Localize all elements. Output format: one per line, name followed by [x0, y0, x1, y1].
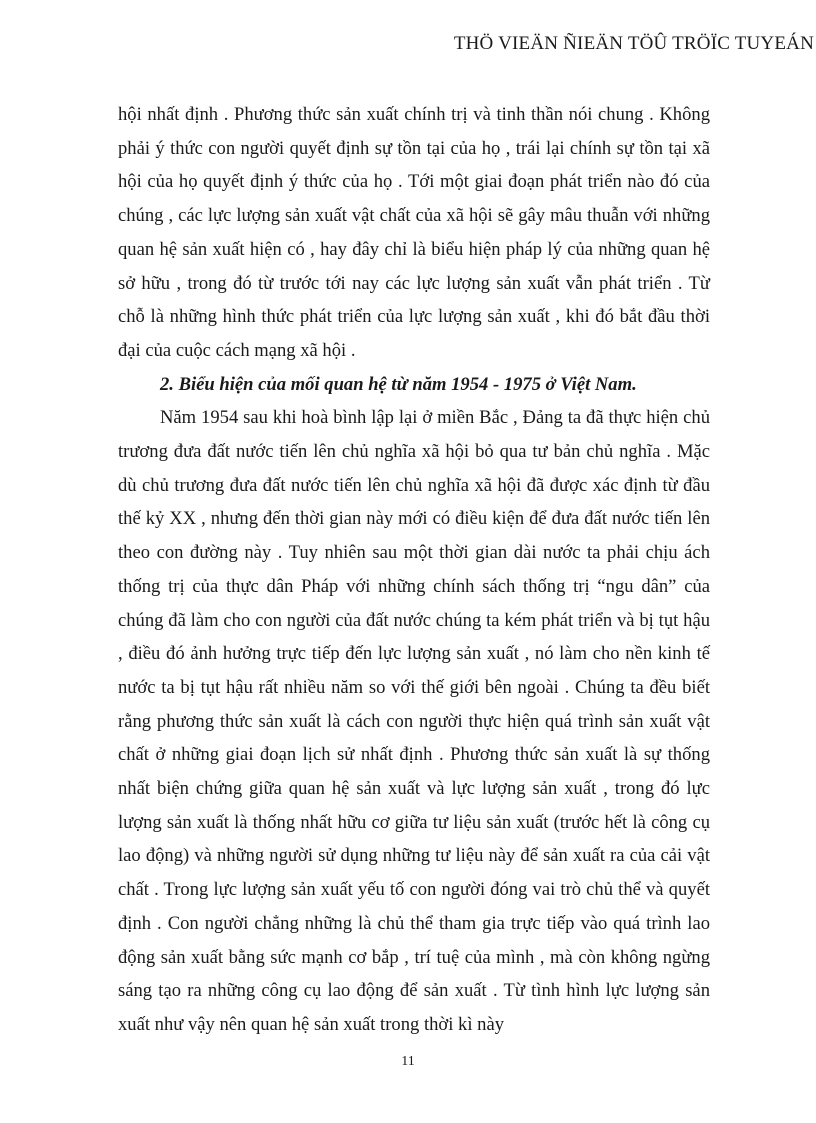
paragraph-body: Năm 1954 sau khi hoà bình lập lại ở miền Bắc , Đảng ta đã thực hiện chủ trương đưa đất nước tiến lên chủ nghĩa xã hội bỏ qua tư bản chủ nghĩa . Mặc dù chủ trương đưa đất nước tiến lên chủ nghĩa xã hội đã được xác định từ đầu thế kỷ XX , nhưng đến thời gian này mới có điều kiện để đưa đất nước tiến lên theo con đường này . Tuy nhiên sau một thời gian dài nước ta phải chịu ách thống trị của thực dân Pháp với những chính sách thống trị “ngu dân” của chúng đã làm cho con người của đất nước chúng ta kém phát triển và bị tụt hậu , điều đó ảnh hưởng trực tiếp đến lực lượng sản xuất , nó làm cho nền kinh tế nước ta bị tụt hậu rất nhiều năm so với thế giới bên ngoài . Chúng ta đều biết rằng phương thức sản xuất là cách con người thực hiện quá trình sản xuất vật chất ở những giai đoạn lịch sử nhất định . Phương thức sản xuất là sự thống nhất biện chứng giữa quan hệ sản xuất và lực lượng sản xuất , trong đó lực lượng sản xuất là thống nhất hữu cơ giữa tư liệu sản xuất (trước hết là công cụ lao động) và những người sử dụng những tư liệu này để sản xuất ra của cải vật chất . Trong lực lượng sản xuất yếu tố con người đóng vai trò chủ thể và quyết định . Con người chẳng những là chủ thể tham gia trực tiếp vào quá trình lao động sản xuất bằng sức mạnh cơ bắp , trí tuệ của mình , mà còn không ngừng sáng tạo ra những công cụ lao động để sản xuất . Từ tình hình lực lượng sản xuất như vậy nên quan hệ sản xuất trong thời kì này [118, 407, 710, 1035]
running-header: THÖ VIEÄN ÑIEÄN TÖÛ TRÖÏC TUYEÁN [453, 33, 814, 54]
paragraph-continuation: hội nhất định . Phương thức sản xuất chính trị và tinh thần nói chung . Không phải ý thức con người quyết định sự tồn tại của họ , trái lại chính sự tồn tại xã hội của họ quyết định ý thức của họ . Tới một giai đoạn phát triển nào đó của chúng , các lực lượng sản xuất vật chất của xã hội sẽ gây mâu thuẫn với những quan hệ sản xuất hiện có , hay đây chỉ là biểu hiện pháp lý của những quan hệ sở hữu , trong đó từ trước tới nay các lực lượng sản xuất vẫn phát triển . Từ chỗ là những hình thức phát triển của lực lượng sản xuất , khi đó bắt đầu thời đại của cuộc cách mạng xã hội . [118, 104, 710, 361]
page-number: 11 [401, 1054, 415, 1069]
section-heading: 2. Biểu hiện của mối quan hệ từ năm 1954 - 1975 ở Việt Nam. [160, 373, 637, 395]
document-body [118, 98, 710, 1042]
